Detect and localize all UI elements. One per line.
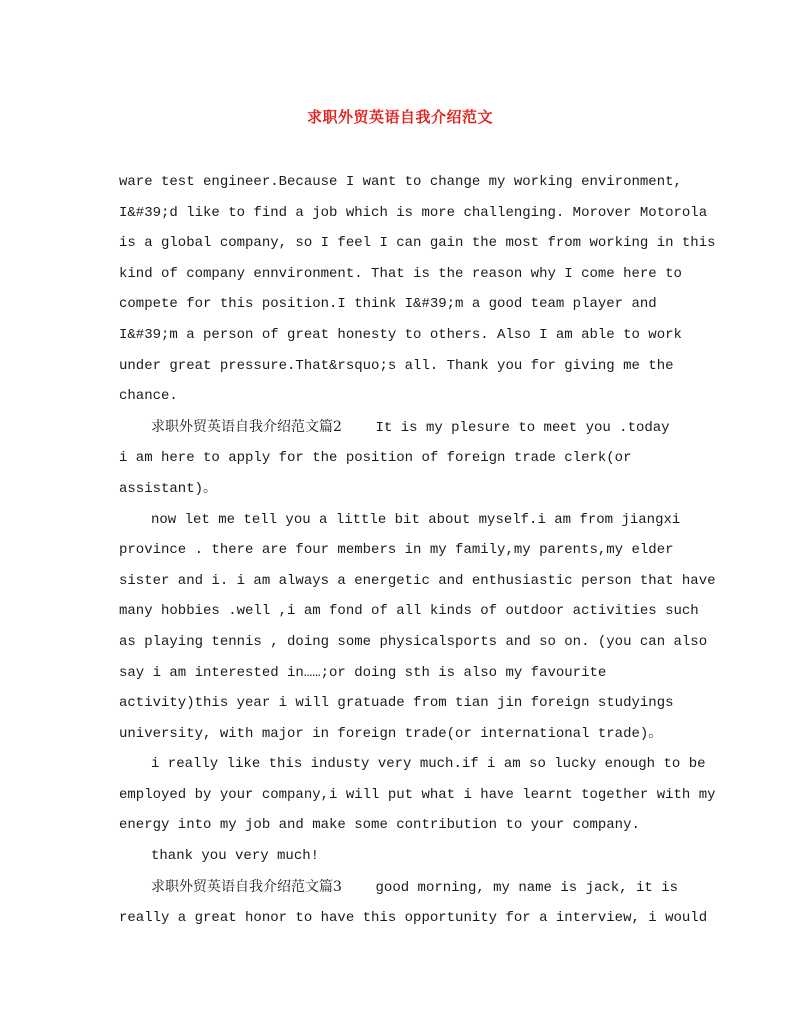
paragraph-line: university, with major in foreign trade(or international trade)。 <box>119 725 663 742</box>
document-title: 求职外贸英语自我介绍范文 <box>306 108 493 126</box>
paragraph-line: thank you very much! <box>151 848 320 865</box>
section-heading: 求职外贸英语自我介绍范文篇2 <box>151 418 342 435</box>
paragraph-line: is a global company, so I feel I can gain the most from working in this <box>119 235 716 252</box>
paragraph-line: now let me tell you a little bit about myself.i am from jiangxi <box>151 511 681 528</box>
paragraph-text: good morning, my name is jack, it is <box>375 879 678 896</box>
section-gap <box>342 880 376 896</box>
paragraph-line: sister and i. i am always a energetic and enthusiastic person that have <box>119 572 716 589</box>
paragraph-line: compete for this position.I think I&#39;m a good team player and <box>119 296 657 313</box>
section-heading-line <box>119 872 689 904</box>
paragraph-line: employed by your company,i will put what i have learnt together with my <box>119 786 716 803</box>
paragraph-line: I&#39;m a person of great honesty to others. Also I am able to work <box>119 326 682 343</box>
paragraph-line: kind of company ennvironment. That is the reason why I come here to <box>119 265 682 282</box>
paragraph-line: i really like this industy very much.if i am so lucky enough to be <box>151 756 706 773</box>
section-heading-line <box>119 412 689 444</box>
paragraph-line: under great pressure.That&rsquo;s all. Thank you for giving me the <box>119 357 674 374</box>
paragraph-line: activity)this year i will gratuade from tian jin foreign studyings <box>119 695 674 712</box>
paragraph-line: as playing tennis , doing some physicalsports and so on. (you can also <box>119 633 708 650</box>
paragraph-text: It is my plesure to meet you .today <box>375 419 670 436</box>
paragraph-line: really a great honor to have this opportunity for a interview, i would <box>119 910 708 927</box>
paragraph-line: energy into my job and make some contribution to your company. <box>119 817 640 834</box>
paragraph-line: assistant)。 <box>119 480 218 497</box>
paragraph-line: ware test engineer.Because I want to change my working environment, <box>119 174 682 190</box>
paragraph-line: province . there are four members in my family,my parents,my elder <box>119 542 674 559</box>
paragraph-line: say i am interested in……;or doing sth is also my favourite <box>119 664 607 681</box>
document-body <box>119 167 716 934</box>
section-heading: 求职外贸英语自我介绍范文篇3 <box>151 878 342 895</box>
paragraph-line: chance. <box>119 388 178 405</box>
section-gap <box>342 420 376 436</box>
paragraph-line: many hobbies .well ,i am fond of all kinds of outdoor activities such <box>119 603 699 620</box>
paragraph-line: I&#39;d like to find a job which is more challenging. Morover Motorola <box>119 204 708 221</box>
paragraph-line: i am here to apply for the position of foreign trade clerk(or <box>119 450 632 467</box>
